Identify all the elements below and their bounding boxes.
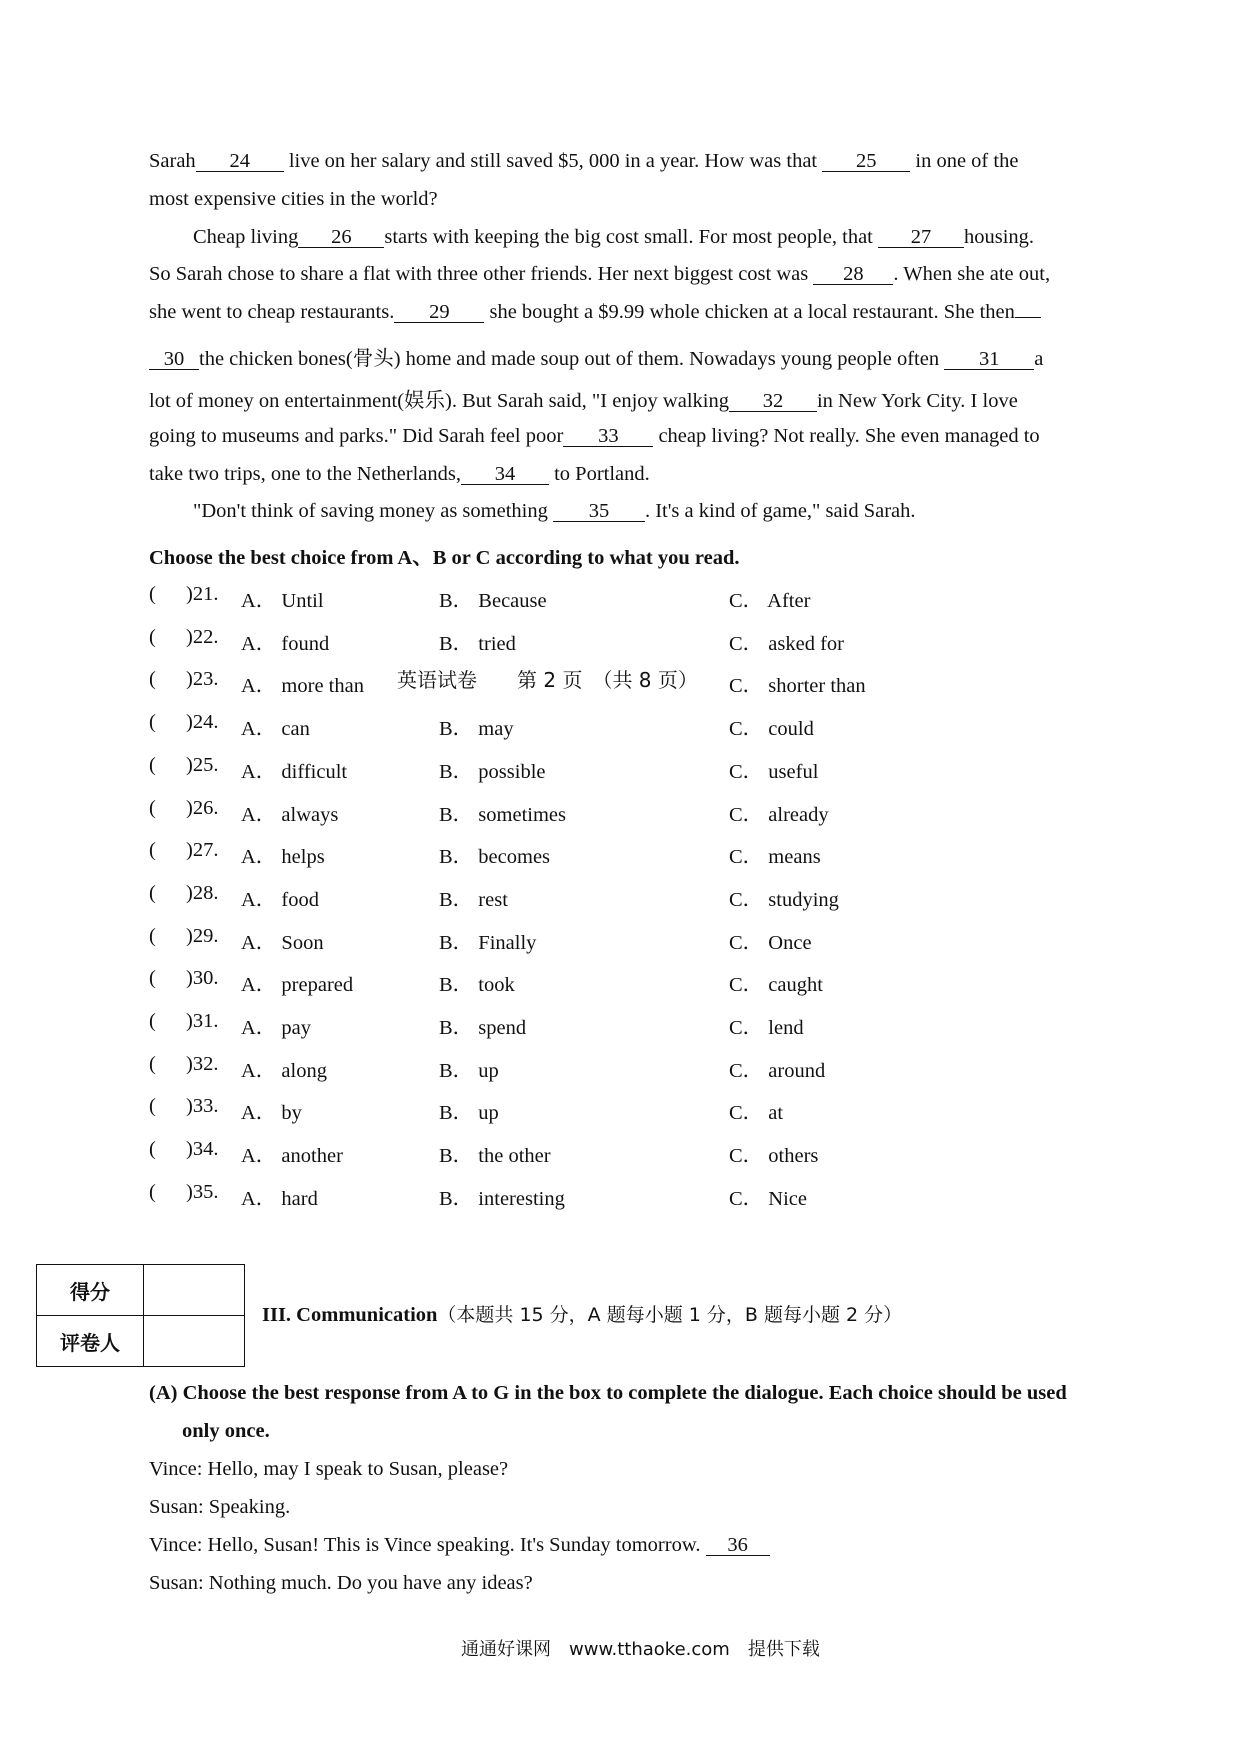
- text: going to museums and parks." Did Sarah feel poor: [149, 425, 564, 447]
- question-paren: (: [149, 924, 156, 947]
- option-a: A． Until: [241, 590, 324, 612]
- option-c: C． Once: [729, 931, 812, 954]
- option-c: C． lend: [729, 1017, 804, 1039]
- partA-instruction-1: (A) Choose the best response from A to G in the box to complete the dialogue. Each choice should be used: [149, 1382, 1067, 1404]
- passage-line-1: [149, 150, 1018, 173]
- text: a: [1034, 348, 1044, 370]
- option-c: C． could: [729, 718, 814, 741]
- section-title-text: III. Communication: [262, 1304, 438, 1326]
- text: cheap living? Not really. She even managed to: [658, 425, 1040, 447]
- option-b: B． interesting: [439, 1187, 565, 1210]
- score-box: [36, 1264, 245, 1367]
- blank-34: 34: [461, 464, 549, 485]
- blank-30: 30: [149, 349, 199, 370]
- option-a: A． Soon: [241, 931, 324, 954]
- option-c: C． at: [729, 1102, 784, 1125]
- question-number: )23.: [186, 668, 219, 691]
- text: . It's a kind of game," said Sarah.: [644, 500, 916, 522]
- question-paren: (: [149, 1138, 156, 1161]
- passage-line-2: most expensive cities in the world?: [149, 188, 438, 210]
- question-number: )28.: [186, 881, 219, 904]
- question-paren: (: [149, 753, 156, 776]
- option-a: A． another: [241, 1145, 343, 1168]
- option-b: B． possible: [439, 760, 546, 783]
- question-row: [149, 839, 1049, 869]
- question-number: )25.: [186, 753, 219, 776]
- passage-line-4: [149, 263, 1050, 286]
- option-c: C． useful: [729, 760, 819, 783]
- text: she bought a $9.99 whole chicken at a local restaurant. She then: [489, 301, 1015, 323]
- question-row: [149, 583, 1049, 612]
- question-paren: (: [149, 668, 156, 691]
- option-b: B． spend: [439, 1017, 527, 1039]
- option-c: C． Nice: [729, 1187, 807, 1210]
- blank-27: 27: [878, 227, 964, 248]
- question-number: )31.: [186, 1010, 219, 1032]
- option-a: A． by: [241, 1102, 302, 1125]
- option-b: B． may: [439, 718, 514, 741]
- dialogue-line-4: Susan: Nothing much. Do you have any ideas?: [149, 1572, 533, 1594]
- blank-28: 28: [813, 264, 893, 285]
- option-c: C． means: [729, 846, 821, 869]
- question-paren: (: [149, 881, 156, 904]
- blank-31: 31: [944, 349, 1034, 370]
- blank-30-start: [1015, 317, 1041, 318]
- option-b: B． Finally: [439, 931, 537, 954]
- text: housing.: [964, 226, 1035, 248]
- grader-label: 评卷人: [37, 1316, 144, 1367]
- option-b: B． up: [439, 1102, 499, 1125]
- section-3-title: [262, 1300, 902, 1327]
- question-number: )26.: [186, 796, 219, 819]
- option-a: A． always: [241, 803, 339, 826]
- option-b: B． up: [439, 1059, 499, 1082]
- passage-line-5: [149, 301, 1041, 324]
- question-number: )29.: [186, 924, 219, 947]
- blank-25: 25: [822, 151, 910, 172]
- question-number: )33.: [186, 1095, 219, 1118]
- option-a: A． pay: [241, 1017, 312, 1039]
- question-row: [149, 711, 1049, 741]
- question-number: )30.: [186, 967, 219, 990]
- text: she went to cheap restaurants.: [149, 301, 395, 323]
- partA-instruction-2: only once.: [182, 1420, 270, 1442]
- text: in one of the: [915, 150, 1019, 172]
- option-a: A． more than: [241, 675, 364, 698]
- text: take two trips, one to the Netherlands,: [149, 463, 461, 485]
- text: live on her salary and still saved $5, 000 in a year. How was that: [288, 150, 818, 172]
- grader-value: [144, 1316, 245, 1367]
- question-number: )35.: [186, 1180, 219, 1203]
- blank-33: 33: [563, 426, 653, 447]
- text: Sarah: [149, 150, 196, 172]
- option-c: C． shorter than: [729, 675, 866, 698]
- option-a: A． found: [241, 632, 330, 655]
- text: in New York City. I love: [816, 390, 1018, 412]
- option-c: C． others: [729, 1145, 819, 1168]
- question-row: [149, 1052, 1049, 1082]
- text: the chicken bones(骨头) home and made soup out of them. Nowadays young people often: [199, 348, 940, 370]
- option-c: C． After: [729, 590, 811, 612]
- option-a: A． can: [241, 718, 310, 741]
- question-paren: (: [149, 839, 156, 862]
- question-number: )27.: [186, 839, 219, 862]
- question-row: [149, 967, 1049, 997]
- passage-line-10: [193, 500, 916, 523]
- dialogue-line-3: [149, 1534, 770, 1557]
- option-c: C． caught: [729, 974, 823, 997]
- blank-32: 32: [729, 391, 817, 412]
- question-row: [149, 753, 1049, 783]
- option-b: B． becomes: [439, 846, 551, 869]
- text: starts with keeping the big cost small. For most people, that: [384, 226, 873, 248]
- section-note: （本题共 15 分，A 题每小题 1 分，B 题每小题 2 分）: [437, 1304, 903, 1326]
- question-paren: (: [149, 1052, 156, 1075]
- question-number: )22.: [186, 625, 219, 648]
- option-a: A． along: [241, 1059, 327, 1082]
- blank-35: 35: [553, 501, 645, 522]
- text: "Don't think of saving money as something: [193, 500, 548, 522]
- score-value: [144, 1265, 245, 1316]
- question-row: [149, 924, 1049, 954]
- passage-line-7: [149, 383, 1018, 413]
- question-number: )24.: [186, 711, 219, 734]
- text: lot of money on entertainment(娱乐). But Sarah said, "I enjoy walking: [149, 390, 729, 412]
- question-number: )34.: [186, 1138, 219, 1161]
- option-c: C． already: [729, 803, 829, 826]
- option-b: B． rest: [439, 888, 508, 911]
- passage-line-8: [149, 425, 1040, 448]
- option-b: B． took: [439, 974, 515, 997]
- question-number: )32.: [186, 1052, 219, 1075]
- question-row: [149, 1180, 1049, 1210]
- option-c: C． studying: [729, 888, 839, 911]
- question-row: [149, 625, 1049, 655]
- question-paren: (: [149, 1095, 156, 1118]
- blank-29: 29: [394, 302, 484, 323]
- blank-24: 24: [196, 151, 284, 172]
- question-row: [149, 1138, 1049, 1168]
- option-a: A． hard: [241, 1187, 318, 1210]
- option-c: C． asked for: [729, 632, 845, 655]
- question-number: )21.: [186, 583, 219, 605]
- question-paren: (: [149, 1180, 156, 1203]
- option-b: B． sometimes: [439, 803, 566, 826]
- option-a: A． prepared: [241, 974, 354, 997]
- question-row: [149, 881, 1049, 911]
- question-row: [149, 1095, 1049, 1125]
- option-b: B． Because: [439, 590, 547, 612]
- passage-line-9: [149, 463, 650, 486]
- question-row: [149, 796, 1049, 826]
- question-paren: (: [149, 1010, 156, 1032]
- dialogue-line-2: Susan: Speaking.: [149, 1496, 291, 1518]
- footer: 通通好课网 www.tthaoke.com 提供下载: [461, 1639, 820, 1660]
- question-row: [149, 1010, 1049, 1039]
- question-paren: (: [149, 711, 156, 734]
- option-a: A． difficult: [241, 760, 348, 783]
- option-a: A． helps: [241, 846, 325, 869]
- option-c: C． around: [729, 1059, 826, 1082]
- score-label: 得分: [37, 1265, 144, 1316]
- blank-36: 36: [706, 1535, 770, 1556]
- text: Cheap living: [193, 226, 299, 248]
- option-b: B． the other: [439, 1145, 551, 1168]
- passage-line-3: [193, 226, 1034, 249]
- blank-26: 26: [298, 227, 384, 248]
- text: . When she ate out,: [893, 263, 1051, 285]
- text: Vince: Hello, Susan! This is Vince speaking. It's Sunday tomorrow.: [149, 1534, 701, 1556]
- text: So Sarah chose to share a flat with three other friends. Her next biggest cost was: [149, 263, 809, 285]
- page-marker: 英语试卷 第 2 页 （共 8 页）: [397, 668, 698, 692]
- question-paren: (: [149, 796, 156, 819]
- passage-line-6: [149, 341, 1043, 371]
- option-b: B． tried: [439, 632, 516, 655]
- instruction: Choose the best choice from A、B or C according to what you read.: [149, 547, 740, 569]
- text: to Portland.: [554, 463, 650, 485]
- question-paren: (: [149, 583, 156, 605]
- dialogue-line-1: Vince: Hello, may I speak to Susan, please?: [149, 1458, 509, 1480]
- question-paren: (: [149, 967, 156, 990]
- option-a: A． food: [241, 888, 320, 911]
- question-paren: (: [149, 625, 156, 648]
